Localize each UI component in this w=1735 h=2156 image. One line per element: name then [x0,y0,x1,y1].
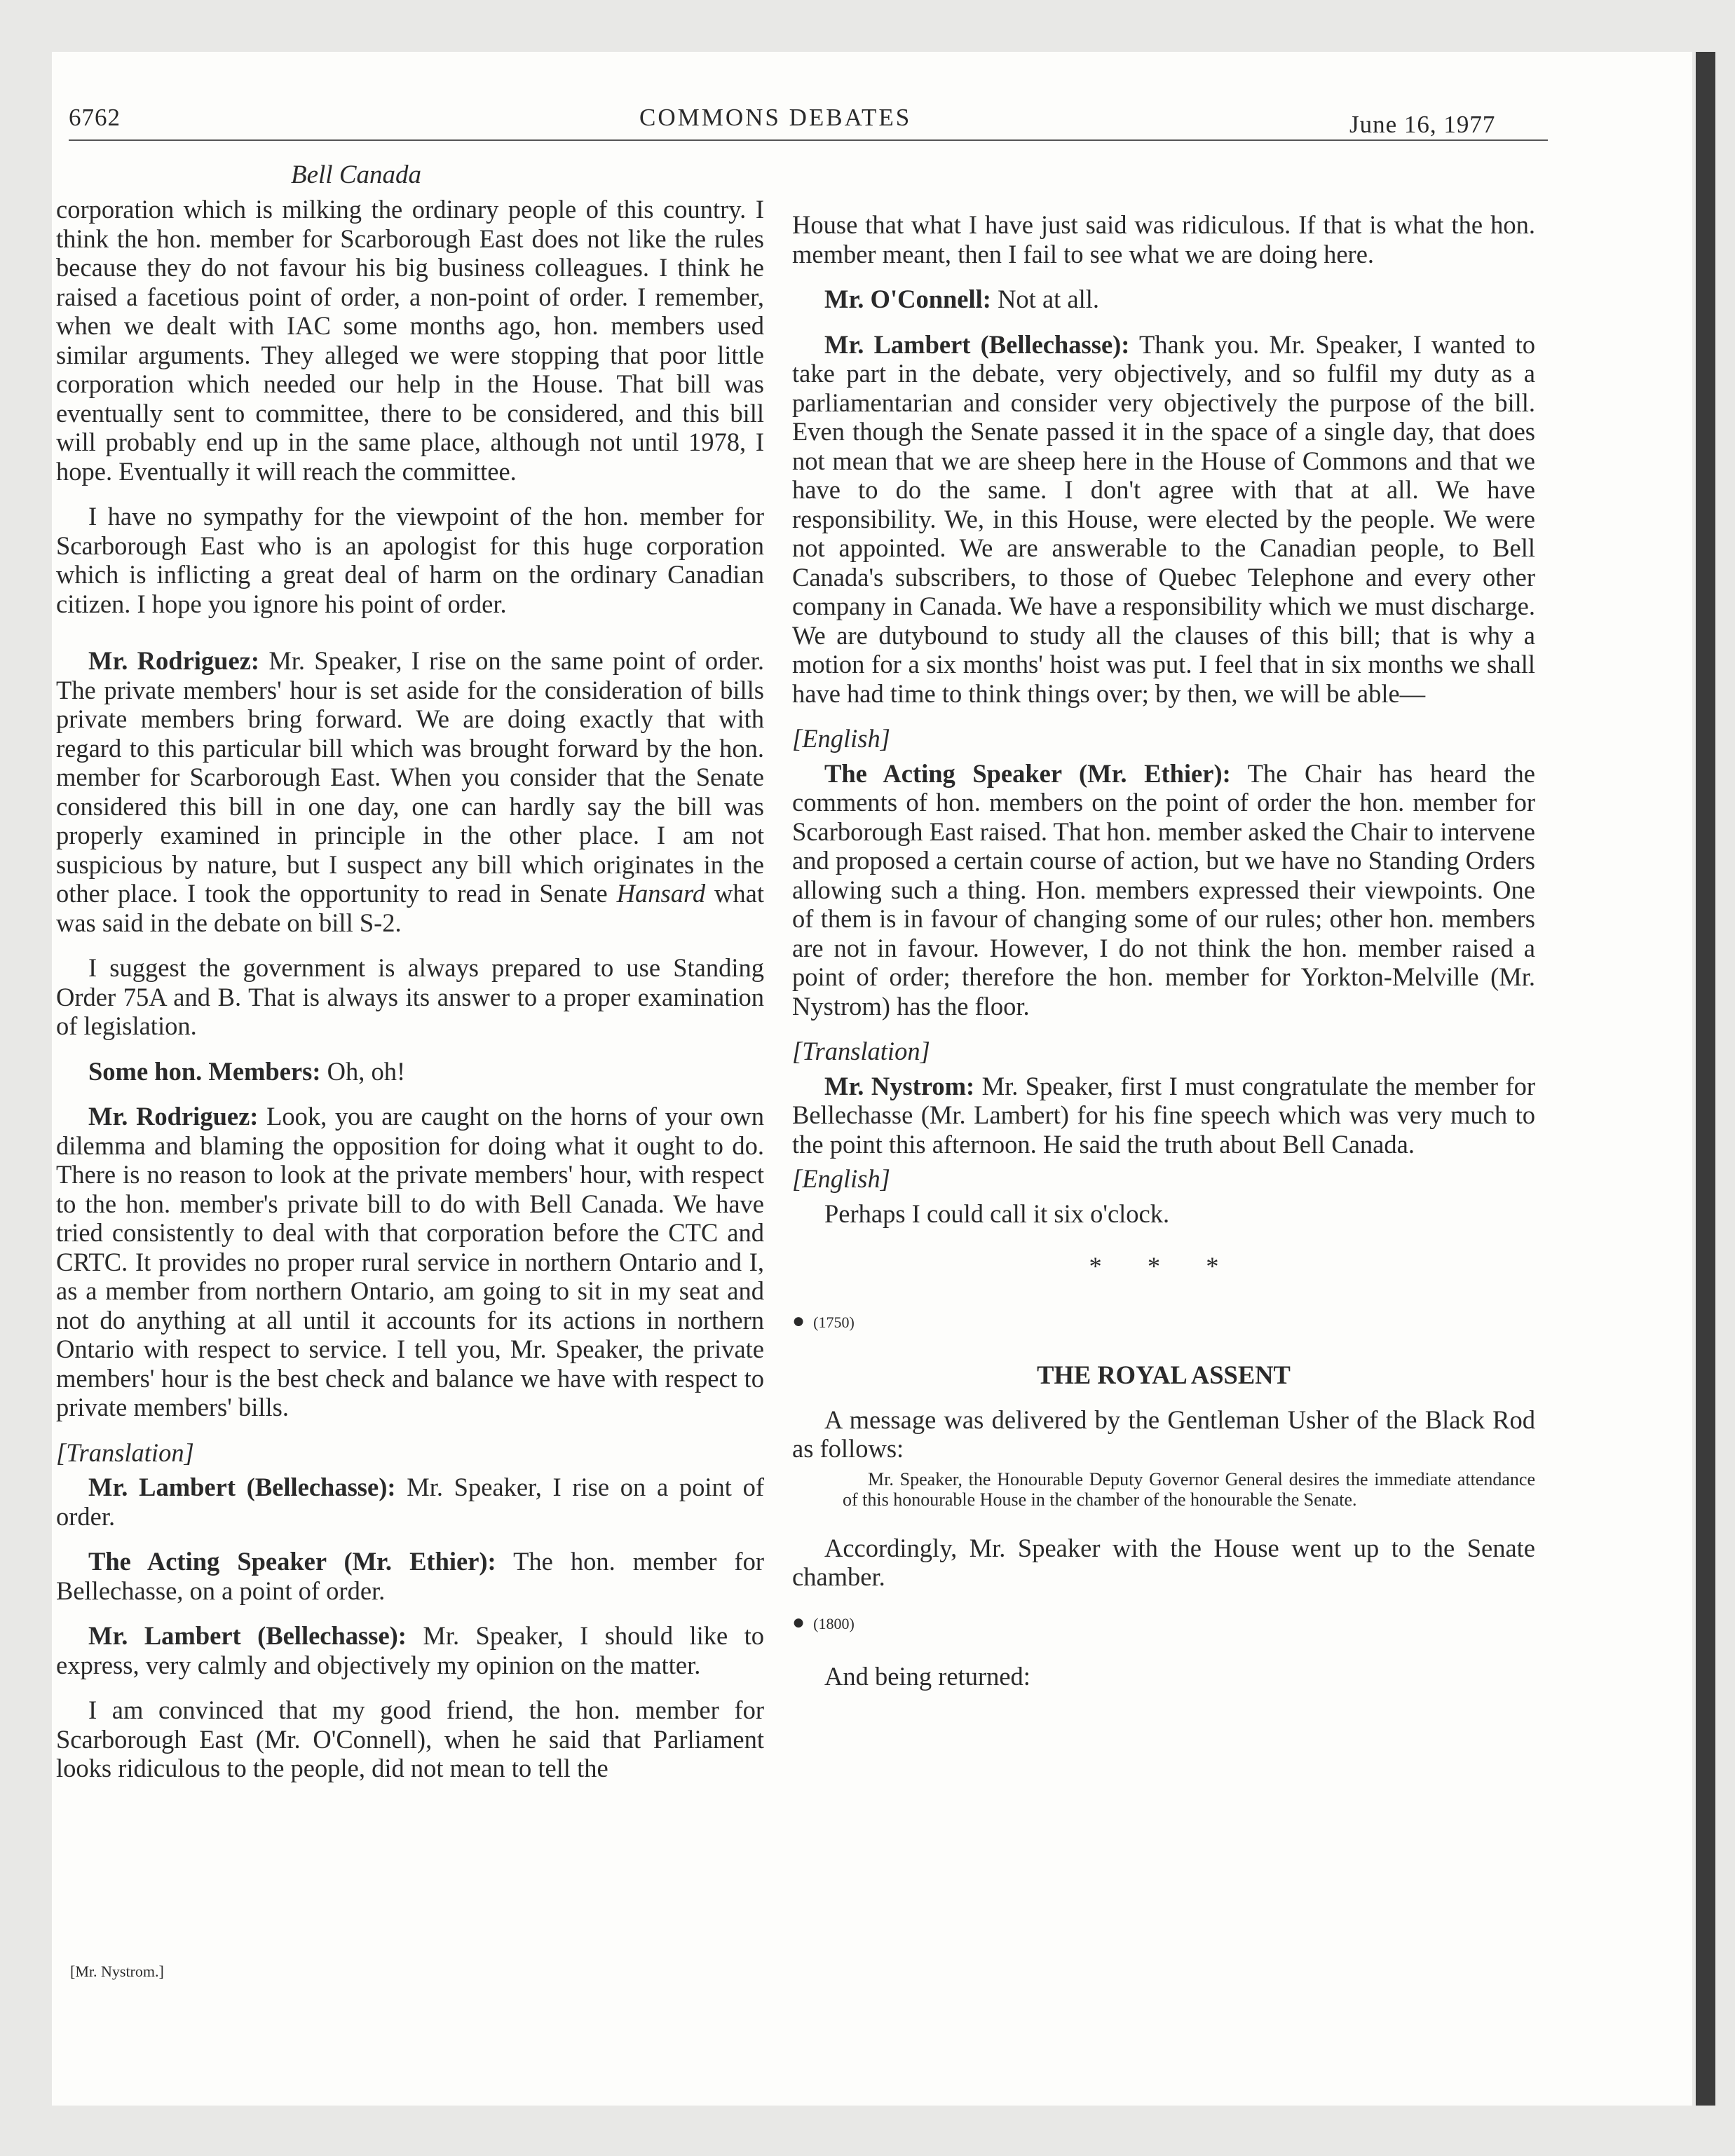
bullet-dot-icon: ● [792,1610,805,1634]
speaker-name: The Acting Speaker (Mr. Ethier): [88,1547,496,1576]
paragraph: And being returned: [824,1662,1030,1691]
language-marker: [Translation] [792,1037,930,1065]
speaker-name: Mr. Lambert (Bellechasse): [88,1621,407,1650]
speech-text: Oh, oh! [327,1056,406,1086]
speech-text: The hon. member for Bellechasse, on a point of order. [56,1547,764,1605]
speech-text: what was said in the debate on bill S-2. [56,879,764,937]
section-heading: THE ROYAL ASSENT [1037,1360,1291,1389]
speech [792,1072,1535,1159]
speech-text: Look, you are caught on the horns of your own dilemma and blaming the opposition for doing what it ought to do. There is no reason to look at the private members' hour, with respect to the hon. member's private bill to do with Bell Canada. We have tried consistently to deal with that corporation before the CTC and CRTC. It provides no proper rural service in northern Ontario and I, as a member from northern Ontario, am going to sit in my seat and not do anything at all until it accounts for its actions in northern Ontario with respect to service. I tell you, Mr. Speaker, the private members' hour is the best check and balance we have with respect to private members' bills. [56,1102,765,1421]
section-separator: * * * [1089,1252,1239,1281]
speaker-name: Mr. Nystrom: [824,1071,975,1100]
speaker-name: Mr. Lambert (Bellechasse): [824,329,1130,359]
time-marker [792,1608,1535,1639]
speech [56,1057,764,1086]
speaker-name: Mr. Rodriguez: [88,1102,259,1131]
speaker-name: The Acting Speaker (Mr. Ethier): [824,758,1231,788]
scan-edge-bar [1696,52,1715,2106]
hansard-title: Hansard [616,879,706,908]
paragraph: I am convinced that my good friend, the hon. member for Scarborough East (Mr. O'Connell), when he said that Parliament looks ridiculous to the people, did not mean to tell the [56,1696,764,1782]
speech [792,330,1535,709]
speech [56,1102,764,1422]
speaker-name: Mr. Lambert (Bellechasse): [88,1473,396,1501]
paragraph: Perhaps I could call it six o'clock. [824,1199,1170,1228]
language-marker: [English] [792,724,890,753]
speech-text: The Chair has heard the comments of hon. members on the point of order the hon. member for Scarborough East raised. That hon. member asked the Chair to intervene and proposed a certain course of action, but we have no Standing Orders allowing such a thing. Hon. members expressed their viewpoints. One of them is in favour of changing some of our rules; other hon. members are not in favour. However, I do not think the hon. member raised a point of order; therefore the hon. member for Yorkton-Melville (Mr. Nystrom) has the floor. [792,758,1536,1021]
language-marker: [Translation] [56,1438,194,1467]
paragraph: I suggest the government is always prepared to use Standing Order 75A and B. That is always its answer to a proper examination of legislation. [56,953,764,1040]
language-marker: [English] [792,1164,890,1193]
quoted-message: Mr. Speaker, the Honourable Deputy Governor General desires the immediate attendance of this honourable House in the chamber of the honourable the Senate. [843,1468,1535,1510]
publication-title: COMMONS DEBATES [639,104,912,131]
speech [56,1547,764,1605]
publication-date: June 16, 1977 [1349,111,1496,138]
speaker-name: Some hon. Members: [88,1056,321,1086]
speech-text: Mr. Speaker, I rise on a point of order. [56,1473,765,1531]
speech [56,1621,764,1679]
footnote: [Mr. Nystrom.] [70,1963,164,1980]
paragraph: Accordingly, Mr. Speaker with the House went up to the Senate chamber. [792,1533,1535,1591]
speech-text: Not at all. [998,285,1100,313]
speech-text: Thank you. Mr. Speaker, I wanted to take part in the debate, very objectively, and so fulfil my duty as a parliamentarian and consider very objectively the purpose of the bill. Even though the Senate passed it in the space of a single day, that does not mean that we are sheep here in the House of Commons and that we have to do the same. I don't agree with that at all. We have responsibility. We, in this House, were elected by the people. We were not appointed. We are answerable to the Canadian people, to Bell Canada's subscribers, to those of Quebec Telephone and every other company in Canada. We have a responsibility which we must discharge. We are dutybound to study all the clauses of this bill; that is why a motion for a six months' hoist was put. I feel that in six months we shall have had time to think things over; by then, we will be able— [792,329,1535,708]
paragraph: House that what I have just said was ridiculous. If that is what the hon. member meant, then I fail to see what we are doing here. [792,210,1535,268]
right-column [792,210,1535,1707]
speech-text: Mr. Speaker, first I must congratulate the member for Bellechasse (Mr. Lambert) for his fine speech which was very much to the point this afternoon. He said the truth about Bell Canada. [792,1071,1536,1159]
speech [56,646,764,937]
page-number: 6762 [69,104,121,131]
paragraph: A message was delivered by the Gentleman Usher of the Black Rod as follows: [792,1405,1535,1463]
time-text: (1800) [813,1614,855,1632]
speech [792,759,1535,1021]
time-text: (1750) [813,1313,855,1331]
header-rule [69,139,1548,141]
speaker-name: Mr. Rodriguez: [88,646,260,675]
speaker-name: Mr. O'Connell: [824,285,991,313]
running-subject: Bell Canada [291,161,422,189]
bullet-dot-icon: ● [792,1309,805,1332]
paragraph: I have no sympathy for the viewpoint of the hon. member for Scarborough East who is an apologist for this huge corporation which is inflicting a great deal of harm on the ordinary Canadian citizen. I hope you ignore his point of order. [56,502,764,618]
speech [792,285,1535,314]
paragraph: corporation which is milking the ordinary people of this country. I think the hon. member for Scarborough East does not like the rules because they do not favour his big business colleagues. I think he raised a facetious point of order, a non-point of order. I remember, when we dealt with IAC some months ago, hon. members used similar arguments. They alleged we were stopping that poor little corporation which needed our help in the House. That bill was eventually sent to committee, there to be considered, and this bill will probably end up in the same place, although not until 1978, I hope. Eventually it will reach the committee. [56,195,764,486]
left-column [56,195,764,1799]
speech-text: Mr. Speaker, I rise on the same point of order. The private members' hour is set aside for the consideration of bills private members bring forward. We are doing exactly that with regard to this particular bill which was brought forward by the hon. member for Scarborough East. When you consider that the Senate considered this bill in one day, one can hardly say the bill was properly examined in principle in the other place. I am not suspicious by nature, but I suspect any bill which originates in the other place. I took the opportunity to read in Senate [56,646,765,908]
time-marker [792,1306,1535,1337]
speech [56,1473,764,1531]
speech-text: Mr. Speaker, I should like to express, very calmly and objectively my opinion on the matter. [56,1621,765,1679]
